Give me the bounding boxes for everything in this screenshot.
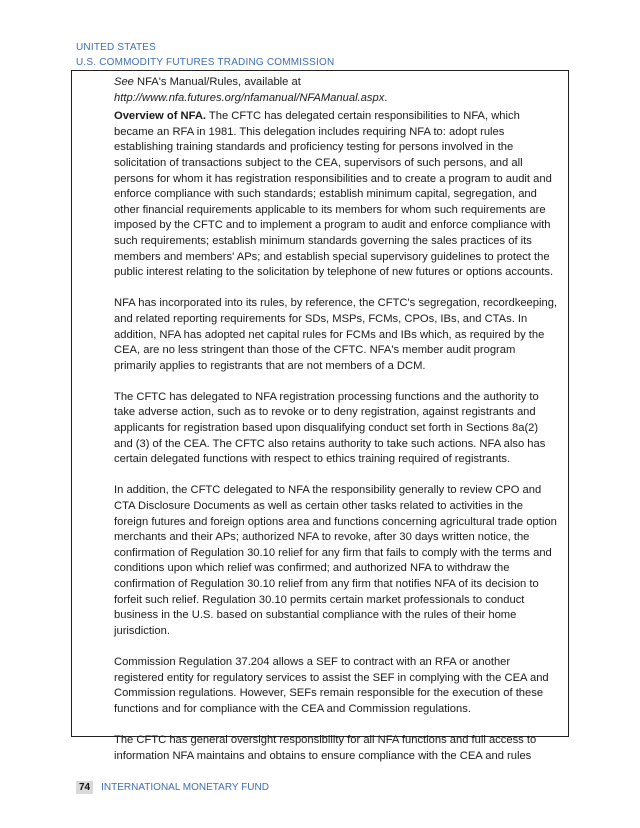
running-header (76, 40, 334, 70)
content-box (71, 70, 569, 762)
header-agency: U.S. COMMODITY FUTURES TRADING COMMISSION (76, 57, 335, 68)
paragraph-rules: NFA has incorporated into its rules, by reference, the CFTC's segregation, recordkeeping, and related reporting requirements for SDs, MSPs, FCMs, CPOs, IBs, and CTAs. In addition, NFA has adopted net capital rules for FCMs and IBs which, as required by the CEA, are no less stringent than those of the CFTC. NFA's member audit program primarily applies to registrants that are not members of a DCM. (114, 297, 558, 372)
box-body (72, 71, 568, 764)
page-footer (76, 781, 269, 794)
overview-heading: Overview of NFA. (114, 110, 207, 123)
paragraph-delegation: In addition, the CFTC delegated to NFA the responsibility generally to review CPO and CTA Disclosure Documents as well as certain other tasks related to activities in the foreign futures and foreign options area and functions concerning agricultural trade option merchants and their APs; authorized NFA to revoke, after 30 days written notice, the confirmation of Regulation 30.10 relief for any firm that fails to comply with the terms and conditions upon which relief was confirmed; and authorized NFA to withdraw the confirmation of Regulation 30.10 relief from any firm that notifies NFA of its decision to forfeit such relief. Regulation 30.10 permits certain market professionals to conduct business in the U.S. based on substantial compliance with the rules of their home jurisdiction. (114, 484, 557, 637)
page-number: 74 (76, 781, 93, 794)
paragraph-overview (114, 109, 558, 281)
paragraph-registration: The CFTC has delegated to NFA registration processing functions and the authority to take adverse action, such as to revoke or to deny registration, against registrants and applicants for registration based upon disqualifying conduct set forth in Sections 8a(2) and (3) of the CEA. The CFTC also retains authority to take such actions. NFA also has certain delegated functions with respect to ethics training required of registrants. (114, 390, 546, 466)
overview-text: The CFTC has delegated certain responsibilities to NFA, which became an RFA in 1981. This delegation includes requiring NFA to: adopt rules establishing training standards and proficiency testing for persons involved in the solicitation of transactions subject to the CEA, supervisors of such persons, and all persons for whom it has registration responsibilities and to create a program to audit and enforce compliance with such standards; establish minimum capital, segregation, and other financial requirements applicable to its members for whom such requirements are imposed by the CFTC and to implement a program to audit and enforce compliance with such requirements; establish minimum standards governing the sales practices of its members and members' APs; and establish special supervisory guidelines to protect the public interest relating to the solicitation by telephone of new futures or options accounts. (114, 110, 554, 279)
ref-see: See (114, 76, 134, 88)
paragraph-oversight: The CFTC has general oversight responsibility for all NFA functions and full access to information NFA maintains and obtains to ensure compliance with the CEA and rules (114, 733, 537, 762)
ref-url[interactable]: http://www.nfa.futures.org/nfamanual/NFAManual.aspx (114, 91, 385, 104)
ref-end: . (384, 91, 388, 104)
footer-org: INTERNATIONAL MONETARY FUND (101, 782, 269, 793)
ref-text: NFA's Manual/Rules, available at (133, 76, 301, 88)
paragraph-sef: Commission Regulation 37.204 allows a SEF to contract with an RFA or another registered entity for regulatory services to assist the SEF in complying with the CEA and Commission regulations. However, SEFs remain responsible for the execution of these functions and for compliance with the CEA and Commission regulations. (114, 655, 549, 715)
reference-line (114, 75, 558, 106)
header-country: UNITED STATES (76, 42, 157, 53)
